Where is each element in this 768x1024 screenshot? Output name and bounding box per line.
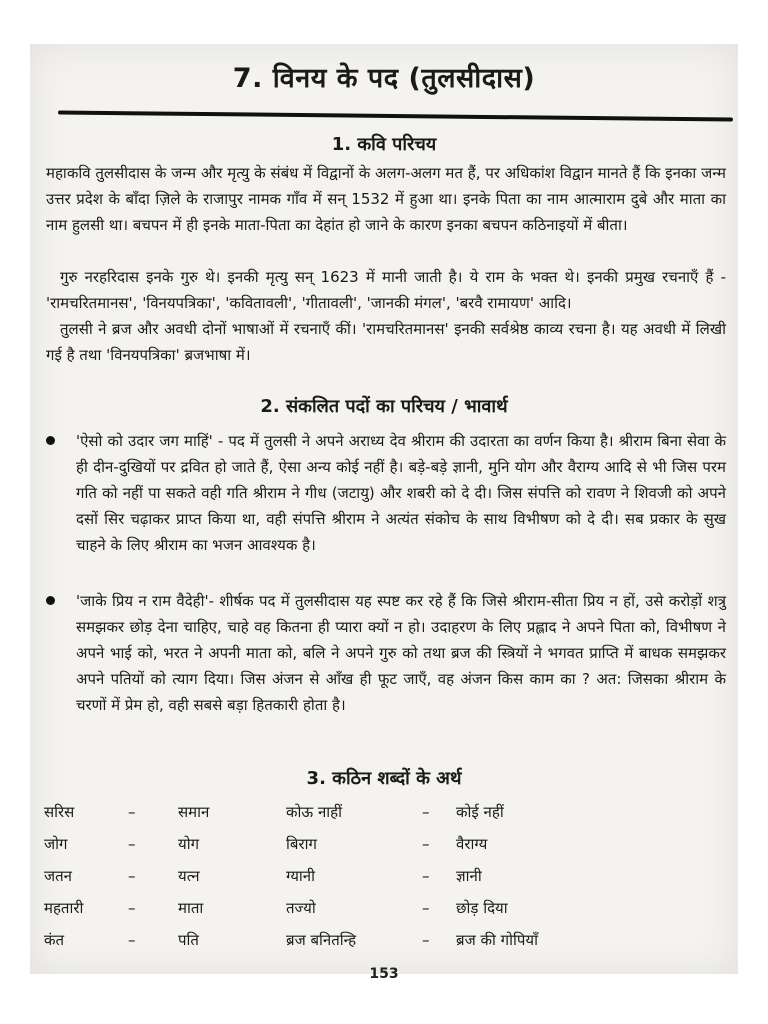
- glossary-table: [44, 796, 724, 956]
- bullet-icon: [46, 596, 55, 605]
- glossary-term: तज्यो: [286, 899, 316, 917]
- dash: –: [422, 835, 430, 853]
- glossary-meaning: वैराग्य: [456, 835, 488, 853]
- dash: –: [128, 803, 136, 821]
- bullet-text-priya: 'जाके प्रिय न राम वैदेही'- शीर्षक पद में तुलसीदास यह स्पष्ट कर रहे हैं कि जिसे श्रीराम-सीता प्रिय न हों, उसे करोड़ों शत्रु समझकर छोड़ देना चाहिए, चाहे वह कितना ही प्यारा क्यों न हो। उदाहरण के लिए प्रह्लाद ने अपने पिता को, विभीषण ने अपने भाई को, भरत ने अपनी माता को, बलि ने अपने गुरु को तथा ब्रज की स्त्रियों ने भगवत प्राप्ति में बाधक समझकर अपने पतियों को त्याग दिया। जिस अंजन से आँख ही फूट जाएँ, वह अंजन किस काम का ? अत: जिसका श्रीराम के चरणों में प्रेम हो, वही सबसे बड़ा हितकारी होता है।: [76, 592, 726, 714]
- section-heading-bhavarth: 2. संकलित पदों का परिचय / भावार्थ: [260, 396, 508, 417]
- chapter-title: 7. विनय के पद (तुलसीदास): [232, 63, 536, 94]
- glossary-term: महतारी: [44, 899, 84, 917]
- glossary-meaning: कोई नहीं: [456, 803, 504, 821]
- glossary-term: बिराग: [286, 835, 317, 853]
- bullet-text-udar: 'ऐसो को उदार जग माहिं' - पद में तुलसी ने अपने अराध्य देव श्रीराम की उदारता का वर्णन किया है। श्रीराम बिना सेवा के ही दीन-दुखियों पर द्रवित हो जाते हैं, ऐसा अन्य कोई नहीं है। बड़े-बड़े ज्ञानी, मुनि योग और वैराग्य आदि से भी जिस परम गति को नहीं पा सकते वही गति श्रीराम ने गीध (जटायु) और शबरी को दे दी। जिस संपत्ति को रावण ने शिवजी को अपने दसों सिर चढ़ाकर प्राप्त किया था, वही संपत्ति श्रीराम ने अत्यंत संकोच के साथ विभीषण को दे दी। सब प्रकार के सुख चाहने के लिए श्रीराम का भजन आवश्यक है।: [76, 432, 726, 554]
- title-underline: [58, 110, 733, 121]
- glossary-term: ब्रज बनितन्हि: [286, 931, 357, 949]
- paragraph-biography: महाकवि तुलसीदास के जन्म और मृत्यु के संबंध में विद्वानों के अलग-अलग मत हैं, पर अधिकांश विद्वान मानते हैं कि इनका जन्म उत्तर प्रदेश के बाँदा ज़िले के राजापुर नामक गाँव में सन् 1532 में हुआ था। इनके पिता का नाम आत्माराम दुबे और माता का नाम हुलसी था। बचपन में ही इनके माता-पिता का देहांत हो जाने के कारण इनका बचपन कठिनाइयों में बीता।: [46, 164, 726, 234]
- glossary-meaning: पति: [178, 931, 199, 949]
- dash: –: [422, 931, 430, 949]
- glossary-meaning: समान: [178, 803, 210, 821]
- paragraph-works: गुरु नरहरिदास इनके गुरु थे। इनकी मृत्यु सन् 1623 में मानी जाती है। ये राम के भक्त थे। इनकी प्रमुख रचनाएँ हैं - 'रामचरितमानस', 'विनयपत्रिका', 'कवितावली', 'गीतावली', 'जानकी मंगल', 'बरवै रामायण' आदि।: [46, 268, 726, 312]
- dash: –: [128, 835, 136, 853]
- table-row: [44, 860, 724, 892]
- glossary-meaning: ब्रज की गोपियाँ: [456, 931, 538, 949]
- glossary-meaning: योग: [178, 835, 200, 853]
- glossary-meaning: छोड़ दिया: [456, 899, 508, 917]
- glossary-meaning: माता: [178, 899, 204, 917]
- glossary-term: कोऊ नाहीं: [286, 803, 343, 821]
- book-page: [30, 44, 738, 982]
- glossary-meaning: ज्ञानी: [456, 867, 482, 885]
- dash: –: [422, 803, 430, 821]
- dash: –: [422, 899, 430, 917]
- glossary-term: जोग: [44, 835, 68, 853]
- dash: –: [422, 867, 430, 885]
- table-row: [44, 796, 724, 828]
- bullet-item: [46, 588, 726, 718]
- glossary-meaning: यत्न: [178, 867, 200, 885]
- table-row: [44, 924, 724, 956]
- dash: –: [128, 899, 136, 917]
- page-number: 153: [369, 966, 399, 982]
- glossary-term: ग्यानी: [286, 867, 316, 885]
- glossary-term: जतन: [44, 867, 73, 885]
- paragraph-language: तुलसी ने ब्रज और अवधी दोनों भाषाओं में रचनाएँ कीं। 'रामचरितमानस' इनकी सर्वश्रेष्ठ काव्य रचना है। यह अवधी में लिखी गई है तथा 'विनयपत्रिका' ब्रजभाषा में।: [46, 320, 726, 364]
- glossary-term: सरिस: [44, 803, 75, 821]
- section-heading-kathin-shabd: 3. कठिन शब्दों के अर्थ: [306, 768, 462, 789]
- dash: –: [128, 931, 136, 949]
- glossary-term: कंत: [44, 931, 65, 949]
- table-row: [44, 828, 724, 860]
- bullet-icon: [46, 436, 55, 445]
- dash: –: [128, 867, 136, 885]
- section-heading-kavi-parichay: 1. कवि परिचय: [331, 134, 437, 155]
- table-row: [44, 892, 724, 924]
- bullet-item: [46, 428, 726, 558]
